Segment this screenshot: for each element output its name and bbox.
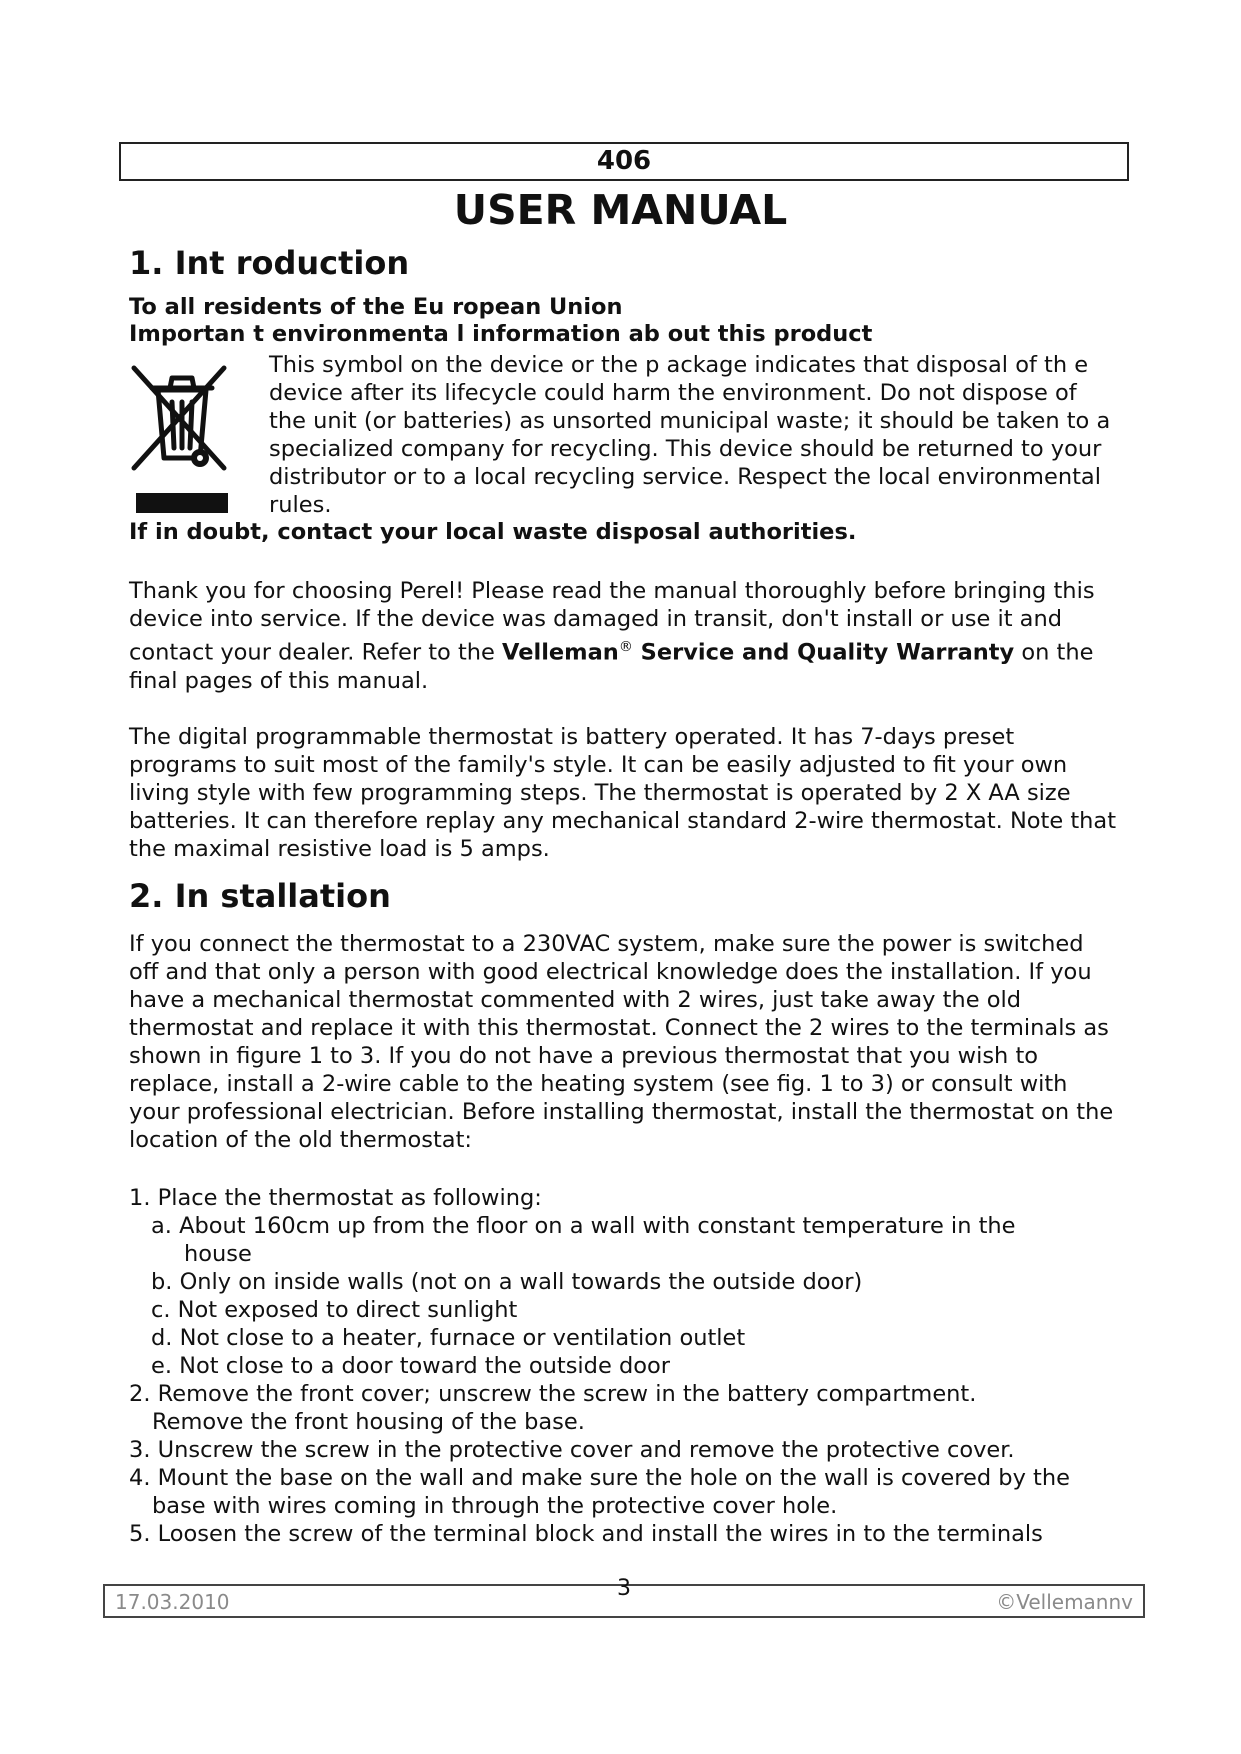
doubt-contact-line: If in doubt, contact your local waste disposal authorities. bbox=[129, 519, 857, 545]
step-1a-cont: house bbox=[184, 1241, 252, 1267]
thanks-text-end: on the final pages of this manual. bbox=[129, 639, 1094, 694]
velleman-brand: Velleman bbox=[502, 639, 619, 666]
step-3: 3. Unscrew the screw in the protective cover and remove the protective cover. bbox=[129, 1437, 1015, 1463]
step-2-cont: Remove the front housing of the base. bbox=[152, 1409, 585, 1435]
installation-paragraph: If you connect the thermostat to a 230VAC system, make sure the power is switched off and that only a person with good electrical knowledge does the installation. If you have a mechanical thermostat commented with 2 wires, just take away the old thermostat and replace it with this thermostat. Connect the 2 wires to the terminals as shown in figure 1 to 3. If you do not have a previous thermostat that you wish to replace, install a 2-wire cable to the heating system (see fig. 1 to 3) or consult with your professional electrician. Before installing thermostat, install the thermostat on the location of the old thermostat: bbox=[129, 931, 1114, 1153]
environment-info-heading: Importan t environmenta l information ab out this product bbox=[129, 321, 873, 347]
thank-you-paragraph bbox=[129, 577, 1119, 695]
step-5: 5. Loosen the screw of the terminal block and install the wires in to the terminals bbox=[129, 1521, 1043, 1547]
document-title: USER MANUAL bbox=[453, 186, 788, 234]
eu-residents-heading: To all residents of the Eu ropean Union bbox=[129, 294, 623, 320]
model-number: 406 bbox=[596, 146, 652, 176]
footer-copyright: ©Vellemannv bbox=[996, 1590, 1133, 1614]
step-1b: b. Only on inside walls (not on a wall towards the outside door) bbox=[151, 1269, 863, 1295]
installation-steps bbox=[129, 1184, 1119, 1548]
product-description: The digital programmable thermostat is battery operated. It has 7-days preset programs to suit most of the family's style. It can be easily adjusted to fit your own living style with few programming steps. The thermostat is operated by 2 X AA size batteries. It can therefore replay any mechanical standard 2-wire thermostat. Note that the maximal resistive load is 5 amps. bbox=[129, 724, 1117, 862]
step-1c: c. Not exposed to direct sunlight bbox=[151, 1297, 518, 1323]
step-4: 4. Mount the base on the wall and make sure the hole on the wall is covered by the bbox=[129, 1465, 1070, 1491]
weee-disposal-text: This symbol on the device or the p ackage indicates that disposal of th e device after its lifecycle could harm the environment. Do not dispose of the unit (or batteries) as unsorted municipal waste; it should be taken to a specialized company for recycling. This device should be returned to your distributor or to a local recycling service. Respect the local environmental rules. bbox=[269, 352, 1111, 518]
step-1: 1. Place the thermostat as following: bbox=[129, 1185, 542, 1211]
step-1d: d. Not close to a heater, furnace or ventilation outlet bbox=[151, 1325, 746, 1351]
section-heading-introduction: 1. Int roduction bbox=[129, 244, 410, 282]
service-warranty-label: Service and Quality Warranty bbox=[632, 639, 1015, 666]
step-1a: a. About 160cm up from the floor on a wall with constant temperature in the bbox=[151, 1213, 1016, 1239]
step-4-cont: base with wires coming in through the protective cover hole. bbox=[152, 1493, 838, 1519]
section-heading-installation: 2. In stallation bbox=[129, 877, 391, 915]
step-1e: e. Not close to a door toward the outside door bbox=[151, 1353, 671, 1379]
footer-date: 17.03.2010 bbox=[115, 1590, 230, 1614]
step-2: 2. Remove the front cover; unscrew the screw in the battery compartment. bbox=[129, 1381, 977, 1407]
thanks-text-start: Thank you for choosing Perel! Please read the manual thoroughly before bringing this device into service. If the device was damaged in transit, don't install or use it and contact your dealer. Refer to the bbox=[129, 578, 1095, 666]
model-header-box bbox=[119, 142, 1129, 181]
page-number: 3 bbox=[617, 1576, 631, 1601]
page-footer bbox=[103, 1576, 1145, 1618]
weee-bin-icon bbox=[128, 360, 236, 518]
registered-mark: ® bbox=[618, 639, 633, 655]
